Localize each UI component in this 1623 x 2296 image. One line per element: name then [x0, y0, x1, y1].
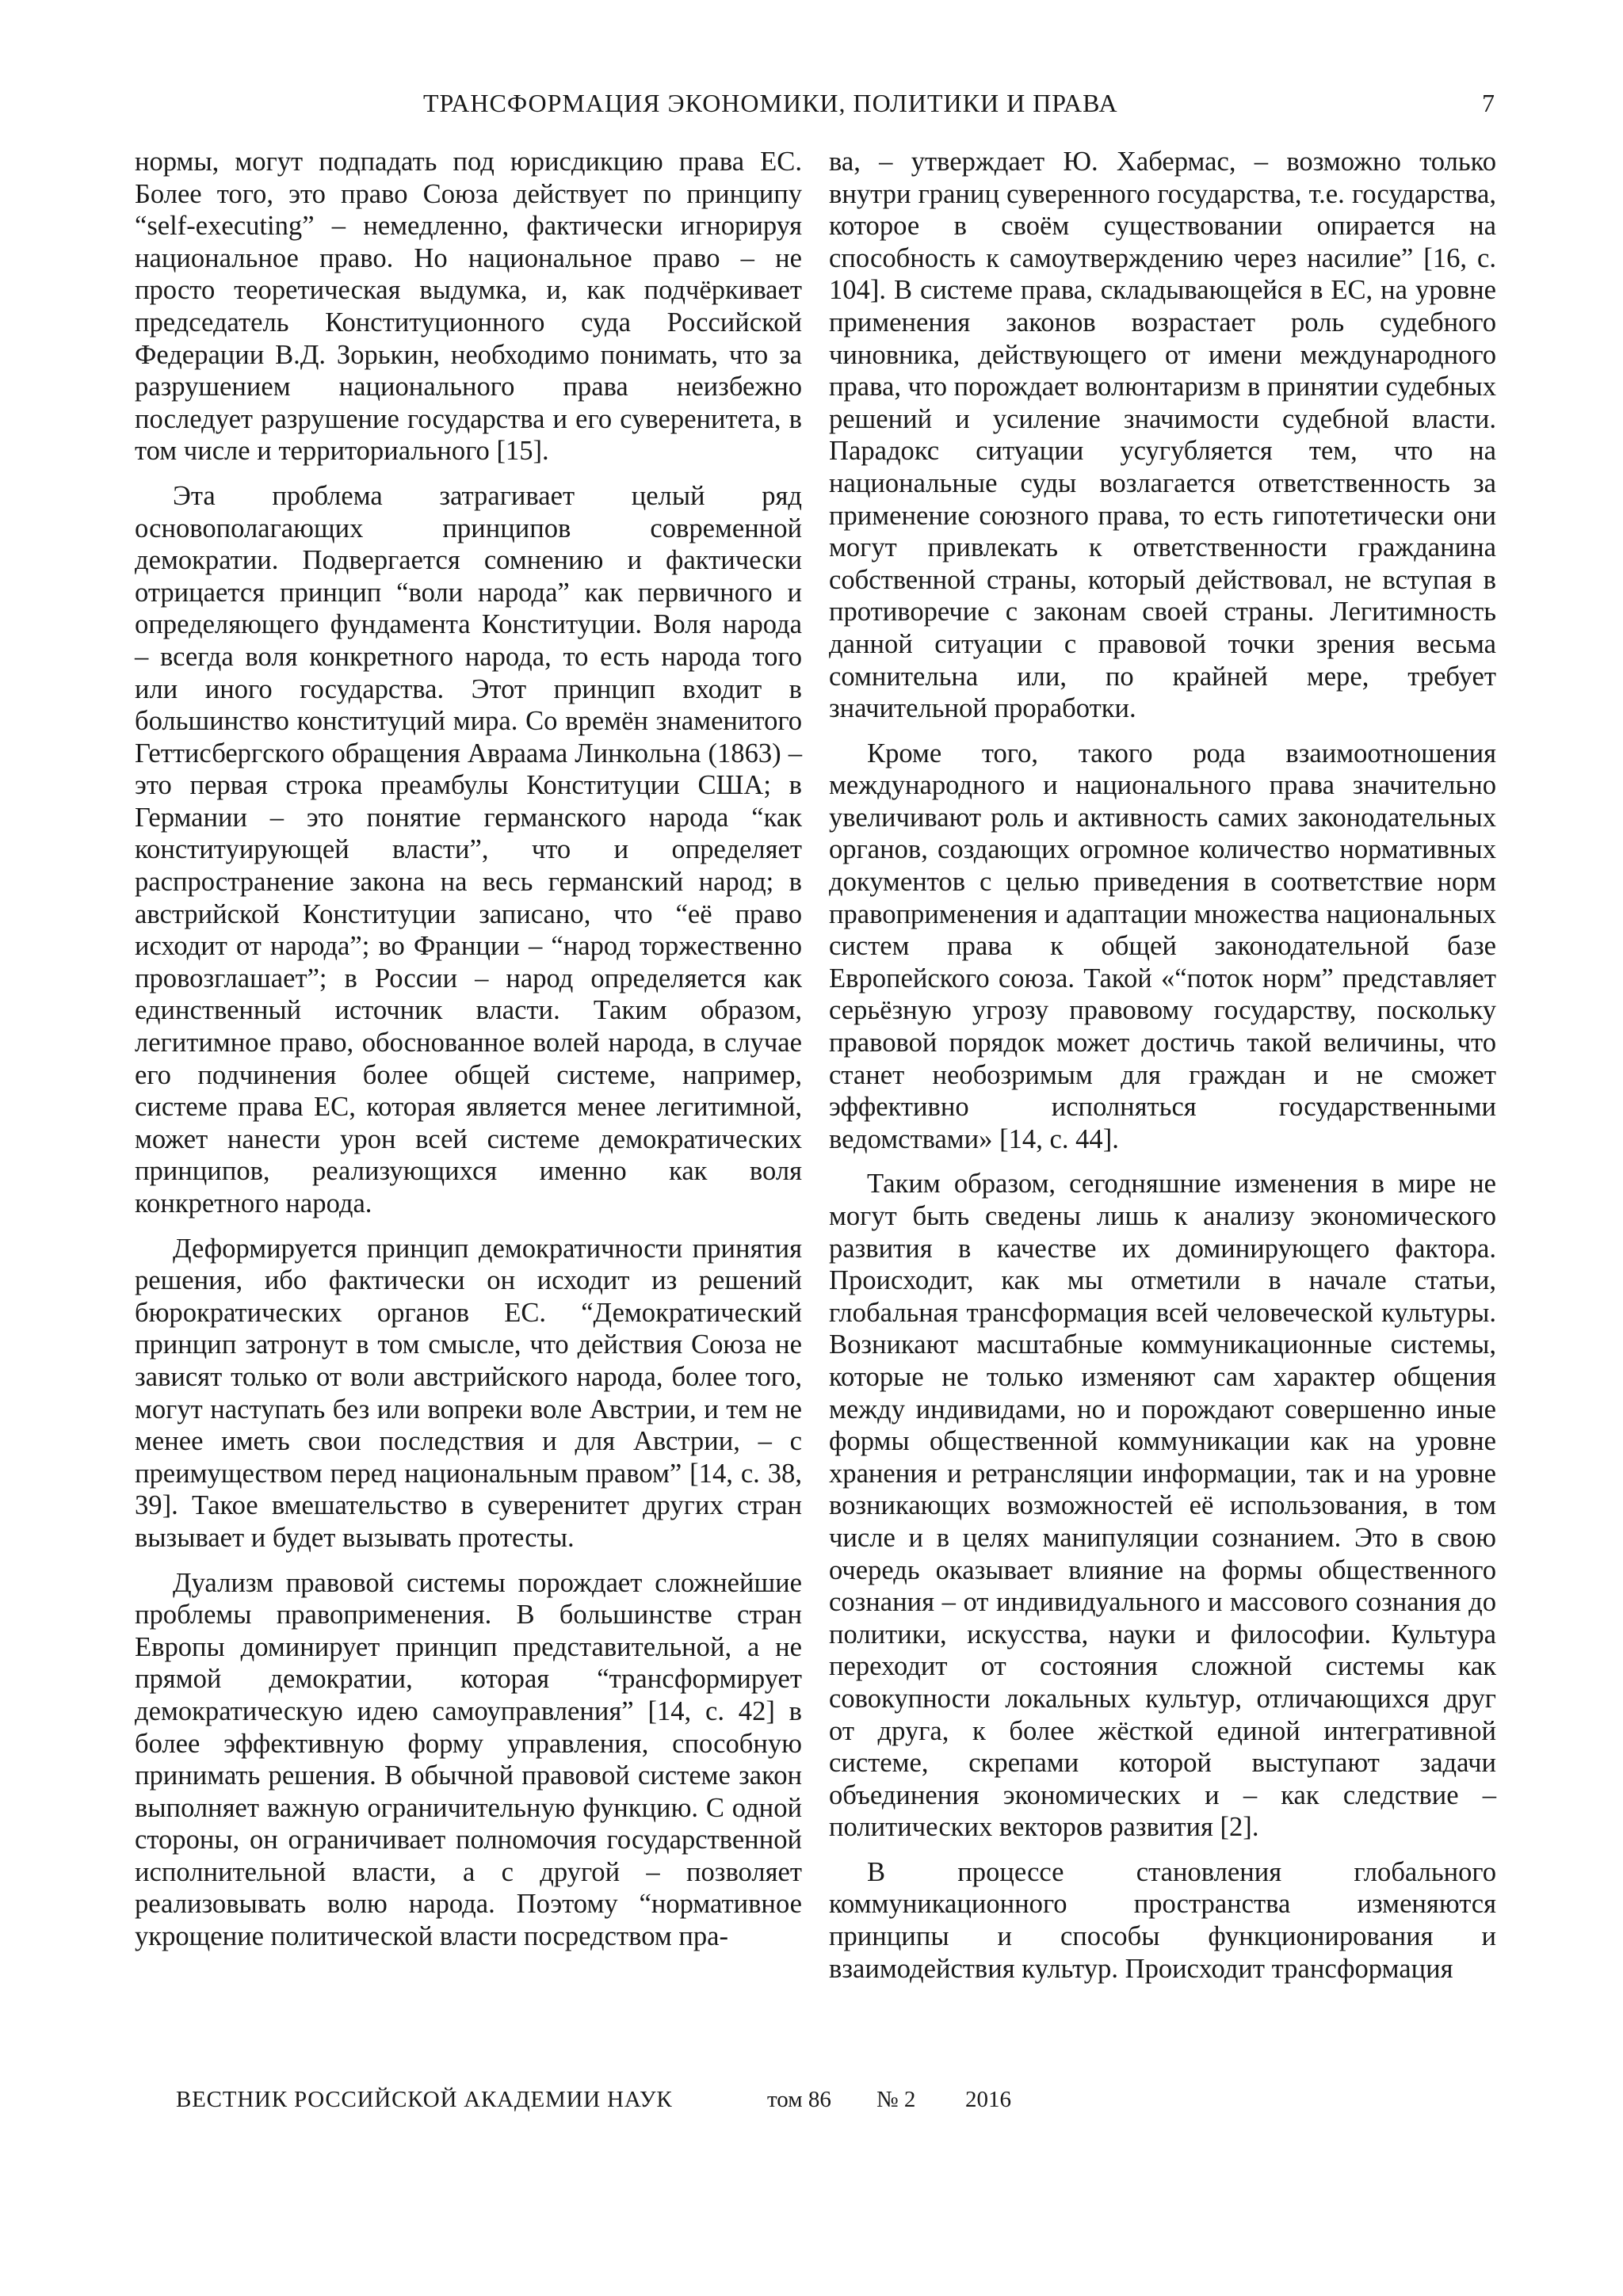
page-number: 7	[1482, 89, 1495, 117]
running-head	[0, 89, 1623, 128]
text-column-right	[829, 146, 1496, 1984]
running-foot	[0, 2087, 1623, 2126]
journal-title: ВЕСТНИК РОССИЙСКОЙ АКАДЕМИИ НАУК	[176, 2087, 673, 2112]
text-column-left	[135, 146, 802, 1968]
paragraph: Таким образом, сегодняшние изменения в мире не могут быть сведены лишь к анализу экономического развития в качестве их доминирующего фактора. Происходит, как мы отметили в начале статьи, глобальная трансформация всей человеческой культуры. Возникают масштабные коммуникационные системы, которые не только изменяют сам характер общения между индивидами, но и порождают совершенно иные формы общественной коммуникации как на уровне хранения и ретрансляции информации, так и на уровне возникающих возможностей её использования, в том числе и в целях манипуляции сознанием. Это в свою очередь оказывает влияние на формы общественного сознания – от индивидуального и массового сознания до политики, искусства, науки и философии. Культура переходит от состояния сложной системы как совокупности локальных культур, отличающихся друг от друга, к более жёсткой единой интегративной системе, скрепами которой выступают задачи объединения экономических и – как следствие – политических векторов развития [2].	[829, 1169, 1496, 1843]
paragraph: Эта проблема затрагивает целый ряд основополагающих принципов современной демократии. Подвергается сомнению и фактически отрицается принцип “воли народа” как первичного и определяющего фундамента Конституции. Воля народа – всегда воля конкретного народа, то есть народа того или иного государства. Этот принцип входит в большинство конституций мира. Со времён знаменитого Геттисбергского обращения Авраама Линкольна (1863) – это первая строка преамбулы Конституции США; в Германии – это понятие германского народа “как конституирующей власти”, что и определяет распространение закона на весь германский народ; в австрийской Конституции записано, что “её право исходит от народа”; во Франции – “народ торжественно провозглашает”; в России – народ определяется как единственный источник власти. Таким образом, легитимное право, обоснованное волей народа, в случае его подчинения более общей системе, например, системе права ЕС, которая является менее легитимной, может нанести урон всей системе демократических принципов, реализующихся именно как воля конкретного народа.	[135, 480, 802, 1219]
journal-year: 2016	[965, 2087, 1011, 2112]
paragraph: Деформируется принцип демократичности принятия решения, ибо фактически он исходит из решений бюрократических органов ЕС. “Демократический принцип затронут в том смысле, что действия Союза не зависят только от воли австрийского народа, более того, могут наступать без или вопреки воле Австрии, и тем не менее иметь свои последствия и для Австрии, – с преимуществом перед национальным правом” [14, с. 38, 39]. Такое вмешательство в суверенитет других стран вызывает и будет вызывать протесты.	[135, 1233, 802, 1553]
running-title: ТРАНСФОРМАЦИЯ ЭКОНОМИКИ, ПОЛИТИКИ И ПРАВА	[423, 89, 1118, 117]
paragraph: нормы, могут подпадать под юрисдикцию права ЕС. Более того, это право Союза действует по принципу “self-executing” – немедленно, фактически игнорируя национальное право. Но национальное право – не просто теоретическая выдумка, и, как подчёркивает председатель Конституционного суда Российской Федерации В.Д. Зорькин, необходимо понимать, что за разрушением национального права неизбежно последует разрушение государства и его суверенитета, в том числе и территориального [15].	[135, 147, 802, 467]
journal-volume: том 86	[767, 2087, 831, 2112]
paragraph: Дуализм правовой системы порождает сложнейшие проблемы правоприменения. В большинстве стран Европы доминирует принцип представительной, а не прямой демократии, которая “трансформирует демократическую идею самоуправления” [14, с. 42] в более эффективную форму управления, способную принимать решения. В обычной правовой системе закон выполняет важную ограничительную функцию. С одной стороны, он ограничивает полномочия государственной исполнительной власти, а с другой – позволяет реализовывать волю народа. Поэтому “нормативное укрощение политической власти посредством пра-	[135, 1567, 802, 1952]
paragraph: ва, – утверждает Ю. Хабермас, – возможно только внутри границ суверенного государства, т.е. государства, которое в своём существовании опирается на способность к самоутверждению через насилие” [16, с. 104]. В системе права, складывающейся в ЕС, на уровне применения законов возрастает роль судебного чиновника, действующего от имени международного права, что порождает волюнтаризм в принятии судебных решений и усиление значимости судебной власти. Парадокс ситуации усугубляется тем, что на национальные суды возлагается ответственность за применение союзного права, то есть гипотетически они могут привлекать к ответственности гражданина собственной страны, который действовал, не вступая в противоречие с законам своей страны. Легитимность данной ситуации с правовой точки зрения весьма сомнительна или, по крайней мере, требует значительной проработки.	[829, 147, 1496, 724]
paragraph: В процессе становления глобального коммуникационного пространства изменяются принципы и способы функционирования и взаимодействия культур. Происходит трансформация	[829, 1856, 1496, 1984]
journal-issue: № 2	[876, 2087, 916, 2112]
paragraph: Кроме того, такого рода взаимоотношения международного и национального права значительно увеличивают роль и активность самих законодательных органов, создающих огромное количество нормативных документов с целью приведения в соответствие норм правоприменения и адаптации множества национальных систем права к общей законодательной базе Европейского союза. Такой «“поток норм” представляет серьёзную угрозу правовому государству, поскольку правовой порядок может достичь такой величины, что станет необозримым для граждан и не сможет эффективно исполняться государственными ведомствами» [14, с. 44].	[829, 738, 1496, 1154]
